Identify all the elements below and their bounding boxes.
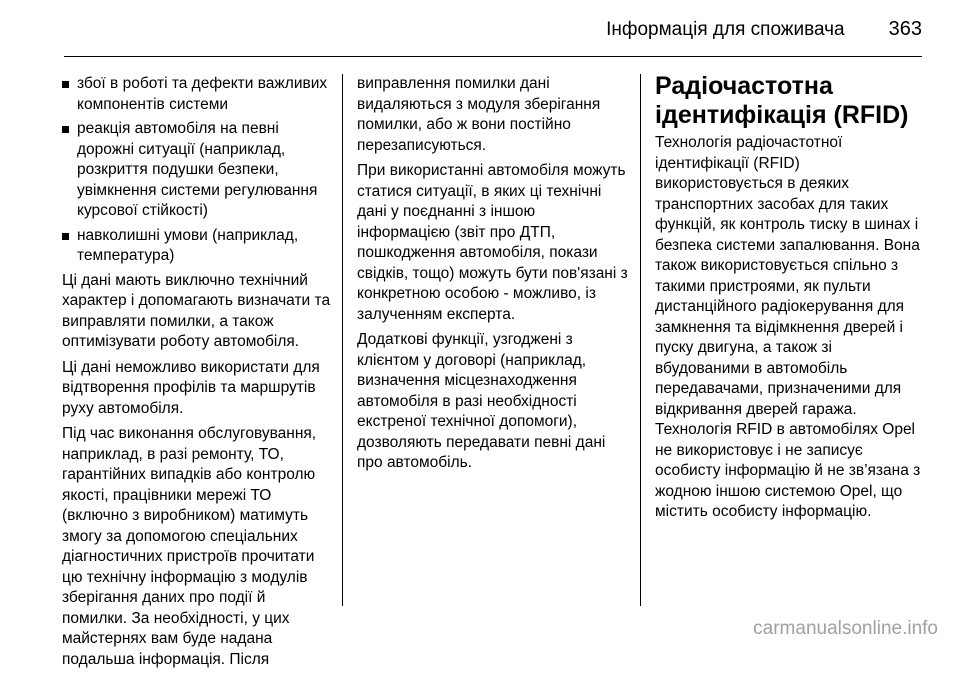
column-2 [357,74,629,479]
bullet-item [62,226,334,267]
bullet-text: збої в роботі та дефекти важливих компонентів системи [77,75,328,113]
paragraph: Під час виконання обслуговування, наприклад, в разі ремонту, ТО, гарантійних випадків або контролю якості, працівники мережі ТО (включно з виробником) матимуть змогу за допомогою спеціальних діагностичних пристроїв прочитати цю технічну інформацію з модулів зберігання даних про події й помилки. За необхідності, у цих майстернях вам буде надана подальша інформація. Після [62,425,317,668]
watermark: carmanualsonline.info [753,618,938,639]
bullet-text: реакція автомобіля на певні дорожні ситуації (наприклад, розкриття подушки безпеки, увімкнення системи регулювання курсової стійкості) [77,120,318,219]
column-3 [655,74,927,528]
bullet-list [62,74,334,267]
page-header [0,18,922,48]
square-bullet-icon [62,126,69,133]
header-title: Інформація для споживача [606,19,845,40]
column-divider [640,74,641,606]
paragraph: Ці дані мають виключно технічний характер і допомагають визначати та виправляти помилки, а також оптимізувати роботу автомобіля. [62,271,331,350]
paragraph: Технологія радіочастотної ідентифікації (RFID) використовується в деяких транспортних засобах для таких функцій, як контроль тиску в шинах і безпека системи запалювання. Вона також використовується спільно з такими пристроями, як пульти дистанційного радіокерування для замкнення та відімкнення дверей і пуску двигуна, а також зі вбудованими в автомобіль передавачами, призначеними для відкривання дверей гаража. Технологія RFID в автомобілях Opel не використовує і не записує особисту інформацію й не зв’язана з жодною іншою системою Opel, що містить особисту інформацію. [655,134,921,520]
paragraph: Ці дані неможливо використати для відтворення профілів та маршрутів руху автомобіля. [62,358,320,417]
square-bullet-icon [62,233,69,240]
column-1 [62,74,334,675]
page-number: 363 [888,18,922,40]
header-rule [64,56,922,57]
bullet-item [62,74,334,115]
paragraph: При використанні автомобіля можуть статися ситуації, в яких ці технічні дані у поєднанні з іншою інформацією (звіт про ДТП, пошкодження автомобіля, покази свідків, тощо) можуть бути пов'язані з конкретною особою - можливо, із залученням експерта. [357,162,628,323]
bullet-item [62,119,334,222]
paragraph: Додаткові функції, узгоджені з клієнтом у договорі (наприклад, визначення місцезнаходження автомобіля в разі необхідності екстреної технічної допомоги), дозволяють передавати певні дані про автомобіль. [357,331,606,471]
square-bullet-icon [62,81,69,88]
paragraph: виправлення помилки дані видаляються з модуля зберігання помилки, або ж вони постійно перезаписуються. [357,75,601,154]
column-divider [342,74,343,606]
section-title: Радіочастотна ідентифікація (RFID) [655,72,909,129]
bullet-text: навколишні умови (наприклад, температура) [77,226,299,264]
